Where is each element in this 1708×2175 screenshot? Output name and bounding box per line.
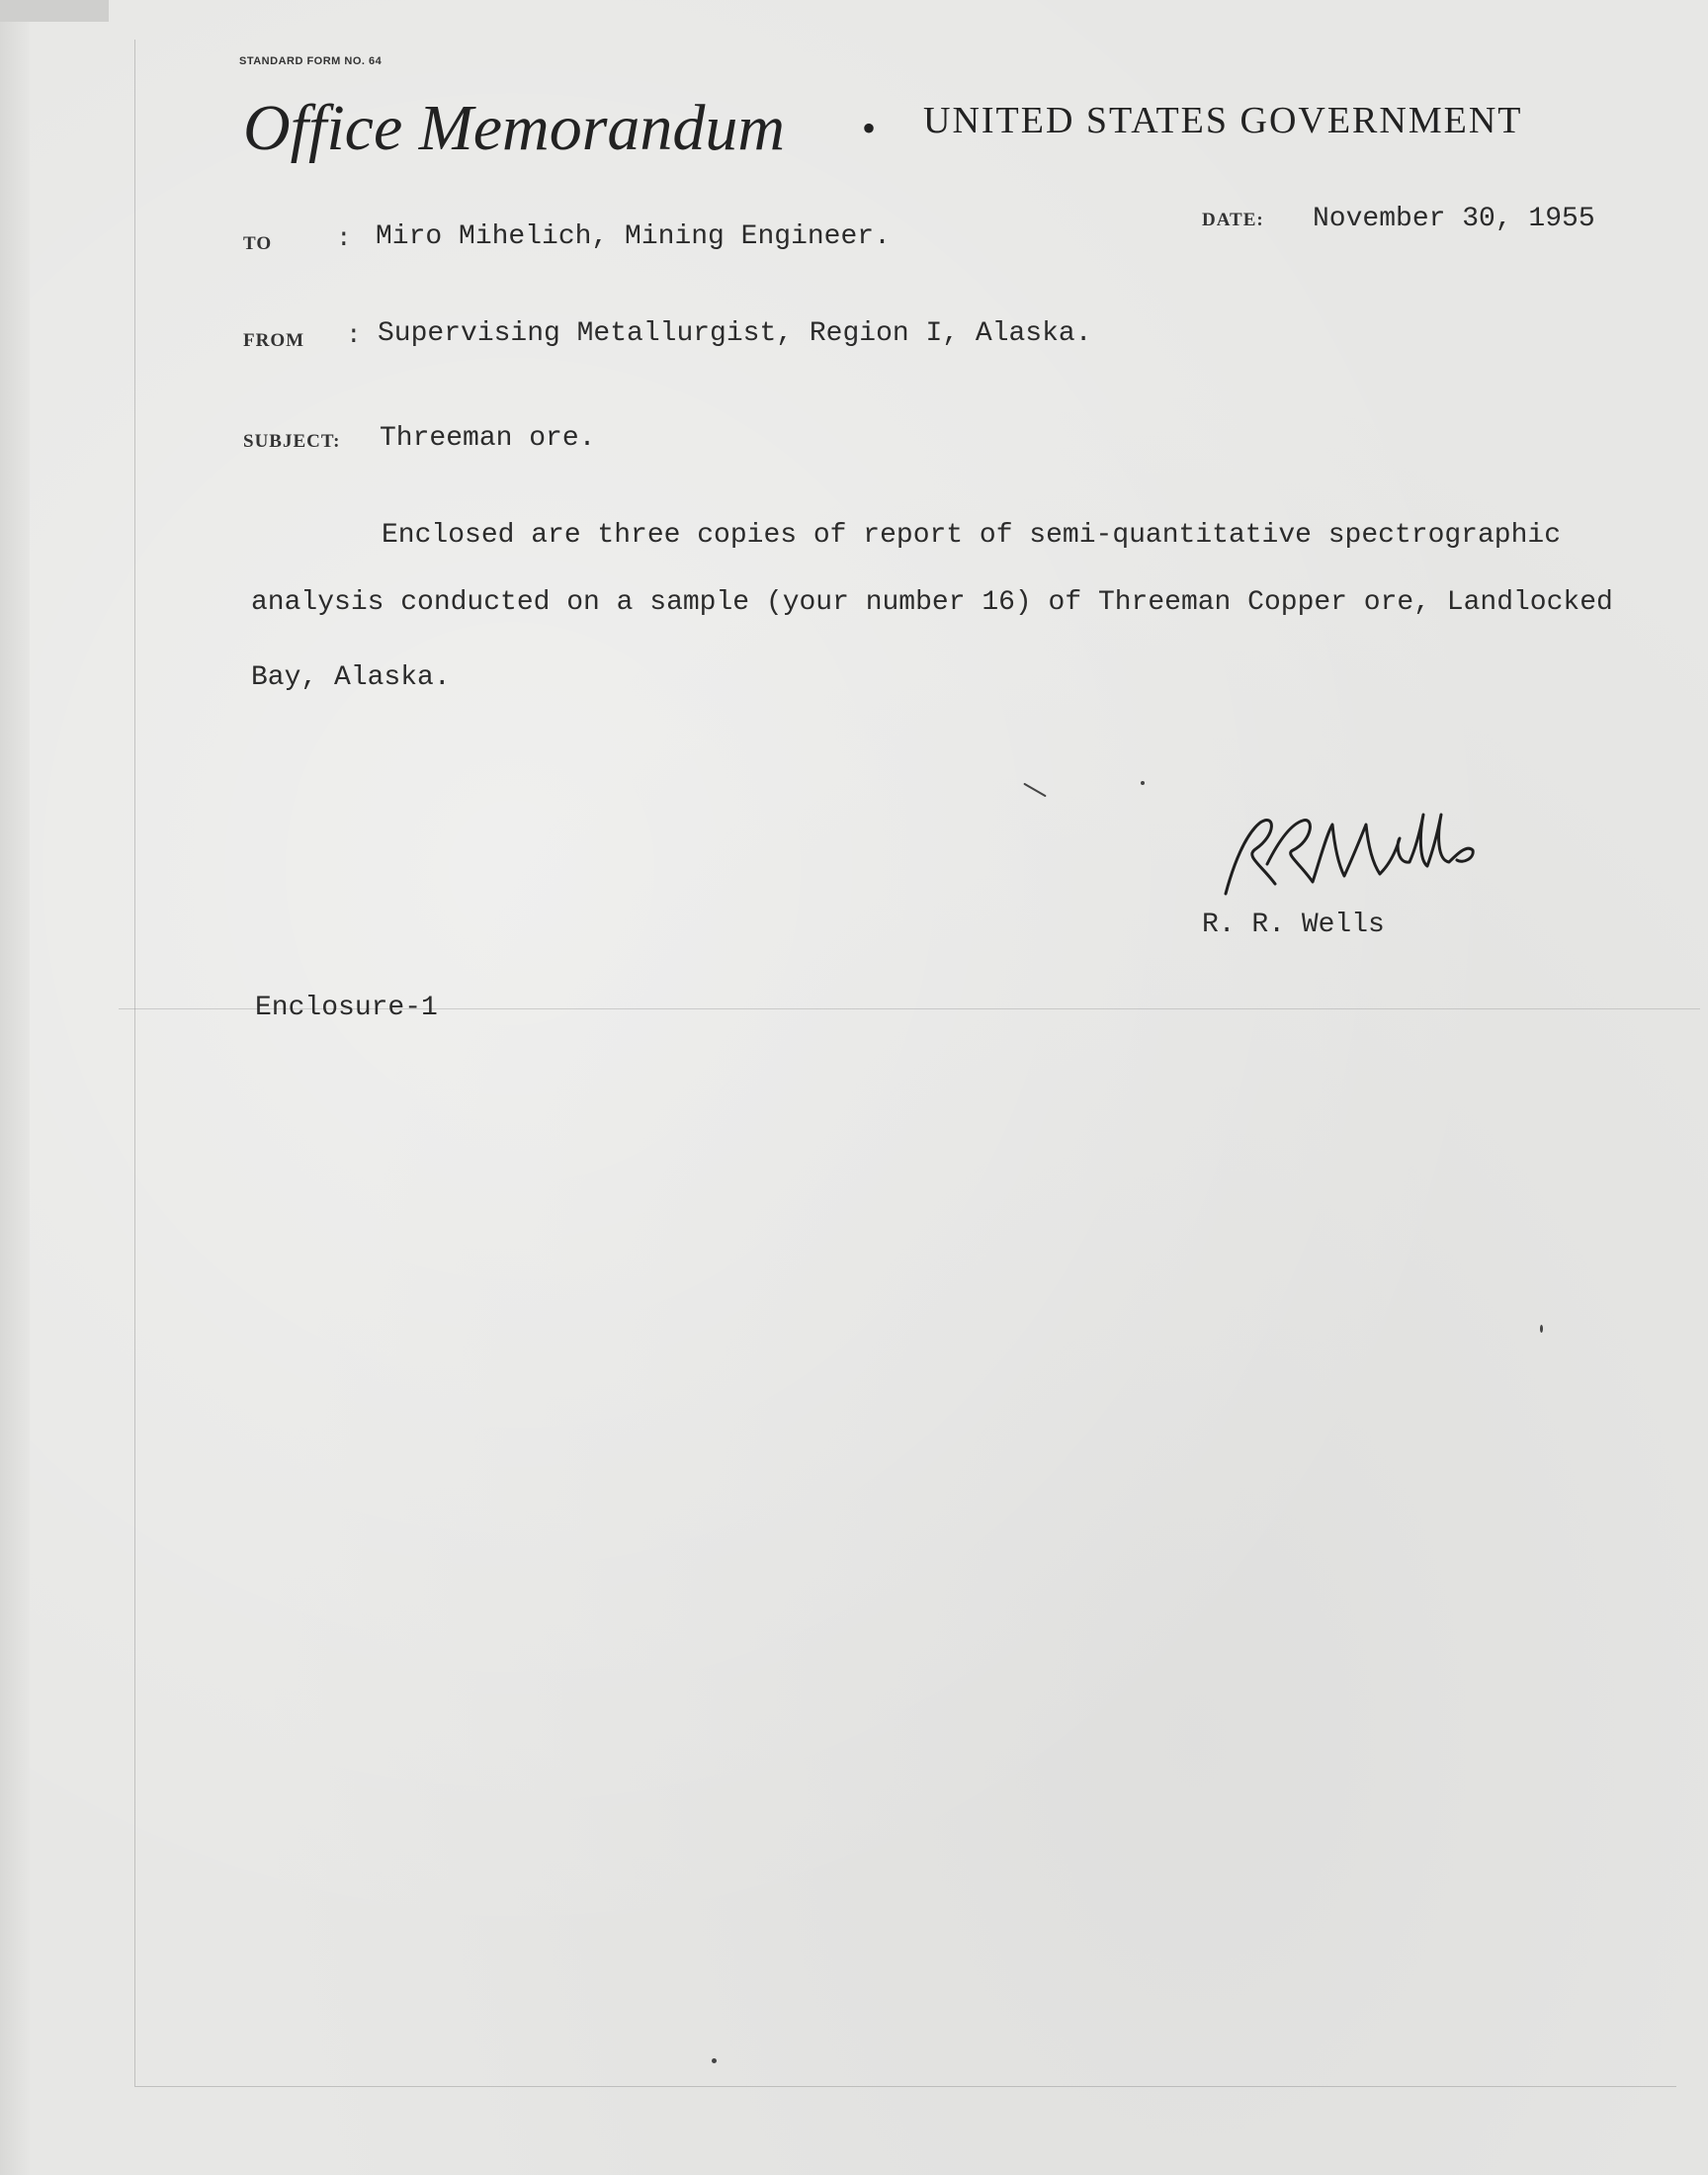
memo-government-title: UNITED STATES GOVERNMENT xyxy=(923,100,1523,141)
from-label: FROM xyxy=(243,330,305,351)
scan-speck xyxy=(1141,781,1145,785)
body-line-3: Bay, Alaska. xyxy=(251,662,451,693)
date-label: DATE: xyxy=(1202,210,1264,230)
form-border-bottom xyxy=(134,2086,1676,2087)
enclosure-note: Enclosure-1 xyxy=(255,993,438,1023)
from-value: Supervising Metallurgist, Region I, Alaska. xyxy=(378,318,1092,349)
date-value: November 30, 1955 xyxy=(1313,204,1595,234)
body-line-1: Enclosed are three copies of report of semi-quantitative spectrographic xyxy=(382,520,1561,551)
to-value: Miro Mihelich, Mining Engineer. xyxy=(376,221,891,252)
memo-title: Office Memorandum xyxy=(243,92,786,164)
title-separator: • xyxy=(862,106,877,150)
page-left-edge xyxy=(0,0,30,2175)
scan-mark xyxy=(1023,783,1047,798)
to-colon: : xyxy=(336,223,352,253)
body-line-2: analysis conducted on a sample (your number 16) of Threeman Copper ore, Landlocked xyxy=(251,587,1613,618)
to-label: TO xyxy=(243,233,273,254)
from-colon: : xyxy=(346,320,362,350)
scan-speck xyxy=(1540,1325,1543,1333)
page-top-edge xyxy=(0,0,109,22)
signer-name: R. R. Wells xyxy=(1202,910,1385,940)
subject-value: Threeman ore. xyxy=(380,423,596,454)
form-border-left xyxy=(134,40,135,2086)
form-number: STANDARD FORM NO. 64 xyxy=(239,55,383,67)
handwritten-signature xyxy=(1216,805,1493,914)
scan-speck xyxy=(712,2058,717,2063)
subject-label: SUBJECT: xyxy=(243,431,341,452)
